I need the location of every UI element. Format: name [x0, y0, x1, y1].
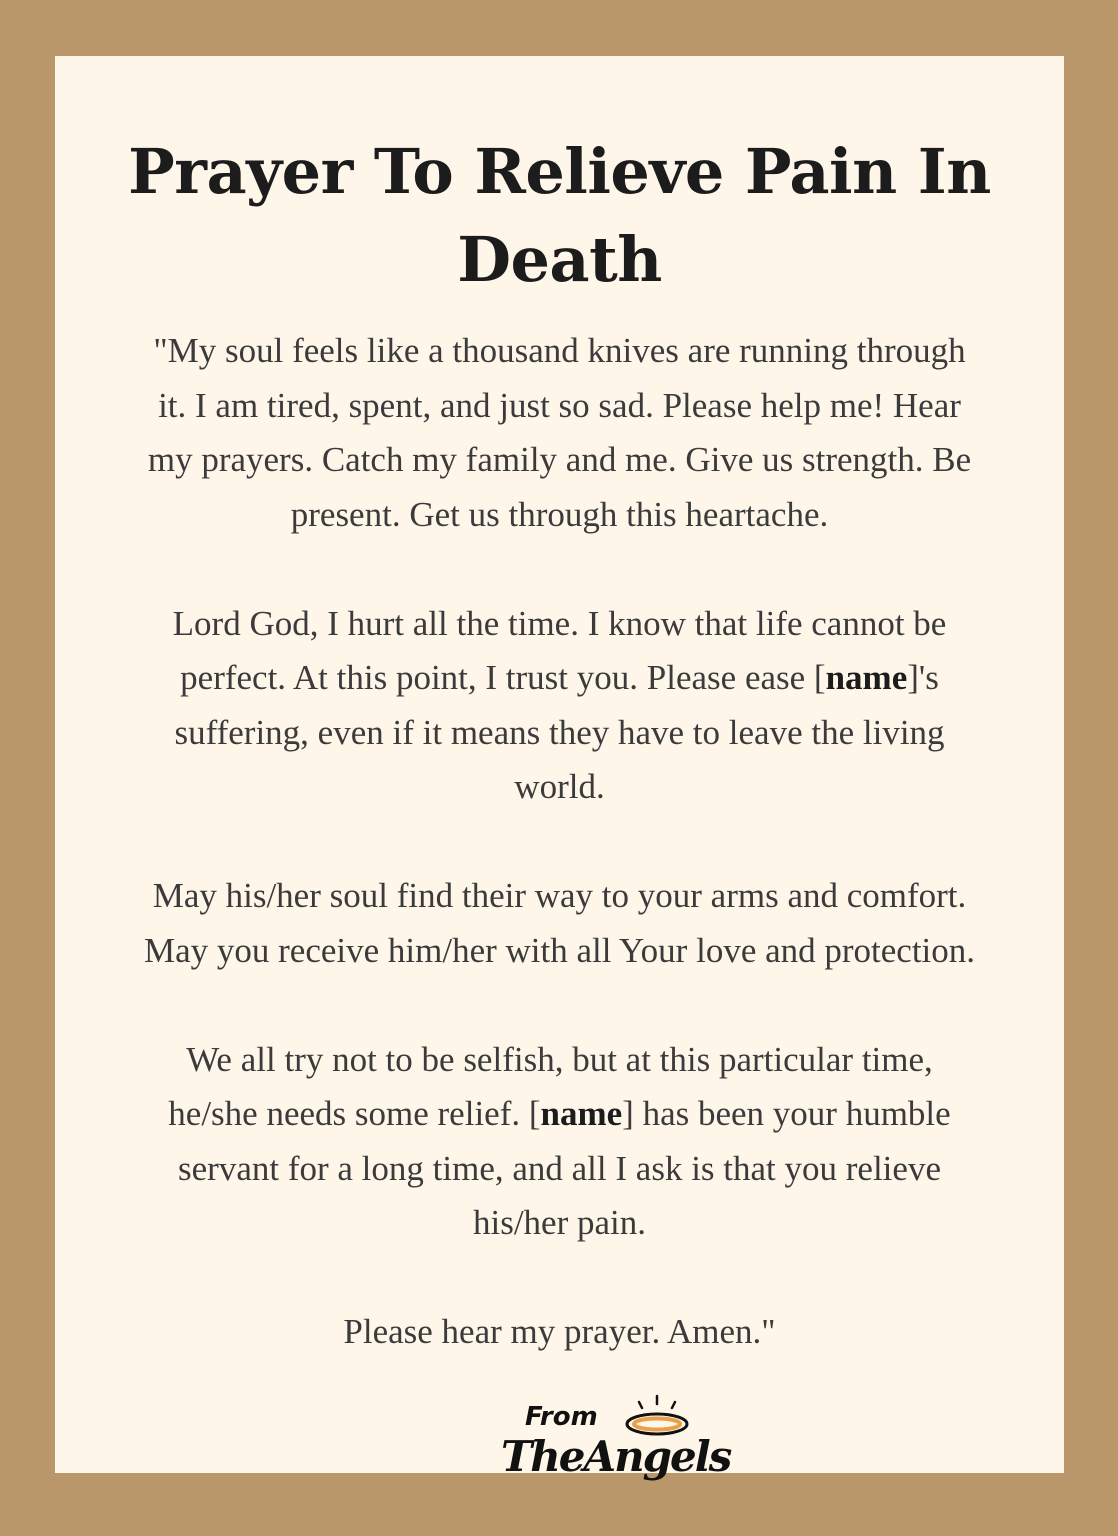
paragraph-1: [55, 324, 1064, 542]
text-line: May you receive him/her with all Your love and protection.: [143, 930, 976, 970]
text-line: We all try not to be selfish, but at this particular time,: [186, 1039, 933, 1079]
paragraph-gap: [55, 815, 1064, 870]
title-line-2: Death: [457, 223, 662, 296]
text-line: [55, 651, 1064, 706]
text-line: Lord God, I hurt all the time. I know that life cannot be: [172, 603, 947, 643]
text-line: "My soul feels like a thousand knives are running through: [153, 331, 966, 370]
logo-name-text: TheAngels: [501, 1432, 731, 1481]
paragraph-5: [55, 1305, 1064, 1360]
text-line: [55, 1087, 1064, 1142]
text-segment: he/she needs some relief. [: [168, 1094, 541, 1133]
paragraph-3: [55, 869, 1064, 978]
text-line: suffering, even if it means they have to leave the living: [174, 712, 945, 752]
title-line-1: Prayer To Relieve Pain In: [128, 135, 991, 208]
text-segment: ] has been your humble: [622, 1094, 951, 1133]
prayer-card: [55, 56, 1064, 1481]
text-line: servant for a long time, and all I ask is that you relieve: [178, 1148, 941, 1188]
paragraph-2: [55, 597, 1064, 815]
text-line: May his/her soul find their way to your arms and comfort.: [152, 876, 967, 915]
text-line: my prayers. Catch my family and me. Give us strength. Be: [147, 440, 972, 479]
text-segment: perfect. At this point, I trust you. Please ease [: [180, 658, 826, 697]
name-placeholder: name: [825, 658, 908, 697]
paragraph-gap: [55, 542, 1064, 597]
paragraph-gap: [55, 1251, 1064, 1306]
text-line: world.: [514, 767, 605, 806]
page-title: [55, 128, 1064, 304]
text-line: Please hear my prayer. Amen.": [343, 1312, 776, 1351]
text-line: present. Get us through this heartache.: [290, 494, 829, 534]
prayer-text: [55, 324, 1064, 1360]
from-the-angels-logo: [495, 1392, 735, 1492]
paragraph-gap: [55, 978, 1064, 1033]
paragraph-4: [55, 1033, 1064, 1251]
text-segment: ]'s: [907, 658, 939, 697]
text-line: his/her pain.: [472, 1203, 647, 1242]
name-placeholder: name: [540, 1094, 623, 1133]
text-line: it. I am tired, spent, and just so sad. Please help me! Hear: [158, 385, 961, 425]
logo-from-text: From: [525, 1402, 598, 1432]
